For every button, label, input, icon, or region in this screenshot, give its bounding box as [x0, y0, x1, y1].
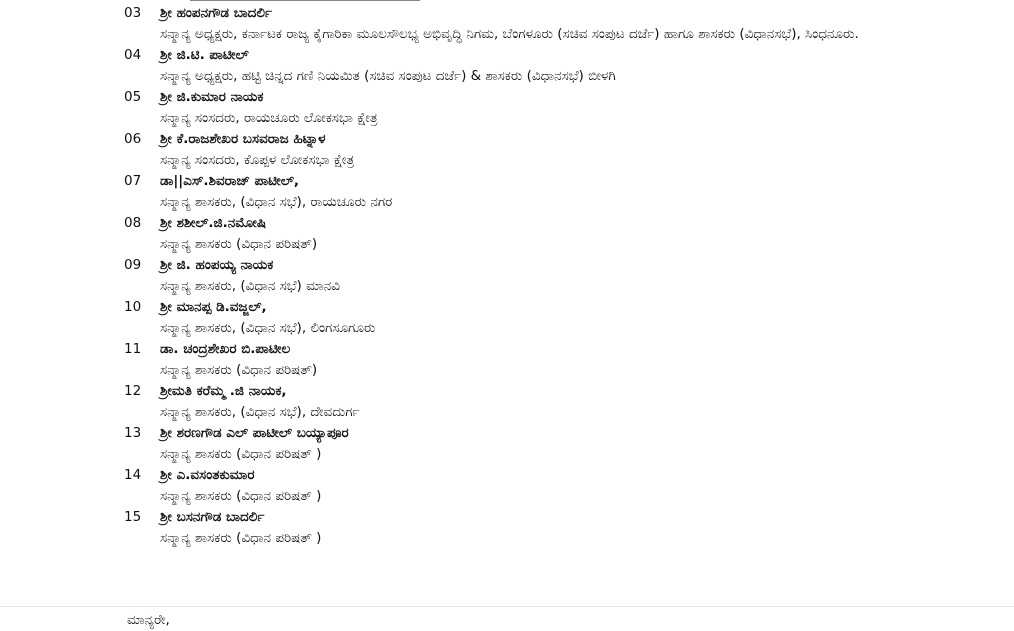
list-item [124, 45, 984, 87]
list-item [124, 465, 984, 507]
item-designation: ಸನ್ಮಾನ್ಯ ಶಾಸಕರು, (ವಿಧಾನ ಸಭೆ), ಲಿಂಗಸೂಗೂರು [160, 320, 376, 336]
item-name: ಶ್ರೀ ಹಂಪನಗೌಡ ಬಾದರ್ಲಿ [160, 5, 272, 21]
item-designation: ಸನ್ಮಾನ್ಯ ಶಾಸಕರು (ವಿಧಾನ ಪರಿಷತ್ ) [160, 530, 322, 546]
item-designation: ಸನ್ಮಾನ್ಯ ಶಾಸಕರು (ವಿಧಾನ ಪರಿಷತ್) [160, 362, 318, 378]
item-content [160, 171, 984, 213]
item-number: 05 [124, 89, 142, 105]
list-item [124, 339, 984, 381]
list-item [124, 381, 984, 423]
item-content [160, 507, 984, 549]
list-item [124, 507, 984, 549]
item-content [160, 339, 984, 381]
item-name: ಡಾ||ಎಸ್.ಶಿವರಾಜ್ ಪಾಟೀಲ್, [160, 173, 300, 189]
item-number: 08 [124, 215, 142, 231]
salutation: ಮಾನ್ಯರೇ, [127, 612, 170, 628]
item-number: 14 [124, 467, 142, 483]
item-name: ಶ್ರೀ ಬಸನಗೌಡ ಬಾದರ್ಲಿ [160, 509, 265, 525]
list-item [124, 423, 984, 465]
item-name: ಶ್ರೀ ಶಶೀಲ್.ಜಿ.ನಮೋಷಿ [160, 215, 267, 231]
item-content [160, 255, 984, 297]
item-name: ಶ್ರೀ ಶರಣಗೌಡ ಎಲ್ ಪಾಟೀಲ್ ಬಯ್ಯಾಪೂರ [160, 425, 349, 441]
item-number: 04 [124, 47, 142, 63]
list-item [124, 297, 984, 339]
item-content [160, 129, 984, 171]
item-designation: ಸನ್ಮಾನ್ಯ ಶಾಸಕರು, (ವಿಧಾನ ಸಭೆ), ದೇವದುರ್ಗ [160, 404, 360, 420]
item-content [160, 213, 984, 255]
item-designation: ಸನ್ಮಾನ್ಯ ಶಾಸಕರು, (ವಿಧಾನ ಸಭೆ) ಮಾನವಿ [160, 278, 340, 294]
item-designation: ಸನ್ಮಾನ್ಯ ಅಧ್ಯಕ್ಷರು, ಹಟ್ಟಿ ಚಿನ್ನದ ಗಣಿ ನಿಯಮಿತ (ಸಚಿವ ಸಂಪುಟ ದರ್ಜೆ) & ಶಾಸಕರು (ವಿಧಾನಸಭೆ) ಬೀಳಗಿ [160, 68, 616, 84]
item-content [160, 465, 984, 507]
item-number: 06 [124, 131, 142, 147]
list-item [124, 87, 984, 129]
item-designation: ಸನ್ಮಾನ್ಯ ಸಂಸದರು, ರಾಯಚೂರು ಲೋಕಸಭಾ ಕ್ಷೇತ್ರ [160, 110, 378, 126]
list-item [124, 255, 984, 297]
item-name: ಶ್ರೀ ಕೆ.ರಾಜಶೇಖರ ಬಸವರಾಜ ಹಿಟ್ನಾಳ [160, 131, 326, 147]
item-content [160, 45, 984, 87]
item-designation: ಸನ್ಮಾನ್ಯ ಶಾಸಕರು (ವಿಧಾನ ಪರಿಷತ್ ) [160, 488, 322, 504]
item-name: ಶ್ರೀ ಜಿ.ಟಿ. ಪಾಟೀಲ್ [160, 47, 249, 63]
item-designation: ಸನ್ಮಾನ್ಯ ಶಾಸಕರು (ವಿಧಾನ ಪರಿಷತ್ ) [160, 446, 322, 462]
item-number: 11 [124, 341, 142, 357]
invitee-list [124, 3, 984, 549]
item-content [160, 3, 984, 45]
item-number: 10 [124, 299, 142, 315]
item-name: ಶ್ರೀ ಎ.ವಸಂತಕುಮಾರ [160, 467, 255, 483]
item-content [160, 297, 984, 339]
list-item [124, 3, 984, 45]
item-designation: ಸನ್ಮಾನ್ಯ ಅಧ್ಯಕ್ಷರು, ಕರ್ನಾಟಕ ರಾಜ್ಯ ಕೈಗಾರಿಕಾ ಮೂಲಸೌಲಭ್ಯ ಅಭಿವೃದ್ಧಿ ನಿಗಮ, ಬೆಂಗಳೂರು (ಸಚಿವ ಸಂಪುಟ ದರ್ಜೆ) ಹಾಗೂ ಶಾಸಕರು (ವಿಧಾನಸಭೆ), ಸಿಂಧನೂರು. [160, 26, 859, 42]
item-name: ಶ್ರೀಮತಿ ಕರೆಮ್ಮ .ಜಿ ನಾಯಕ, [160, 383, 287, 399]
item-number: 12 [124, 383, 142, 399]
item-number: 09 [124, 257, 142, 273]
item-number: 15 [124, 509, 142, 525]
item-designation: ಸನ್ಮಾನ್ಯ ಶಾಸಕರು (ವಿಧಾನ ಪರಿಷತ್) [160, 236, 318, 252]
list-item [124, 171, 984, 213]
item-designation: ಸನ್ಮಾನ್ಯ ಸಂಸದರು, ಕೊಪ್ಪಳ ಲೋಕಸಭಾ ಕ್ಷೇತ್ರ [160, 152, 355, 168]
cropped-text-fragment [190, 0, 420, 1]
item-name: ಡಾ. ಚಂದ್ರಶೇಖರ ಬಿ.ಪಾಟೀಲ [160, 341, 291, 357]
item-number: 13 [124, 425, 142, 441]
item-designation: ಸನ್ಮಾನ್ಯ ಶಾಸಕರು, (ವಿಧಾನ ಸಭೆ), ರಾಯಚೂರು ನಗರ [160, 194, 393, 210]
item-number: 07 [124, 173, 142, 189]
item-name: ಶ್ರೀ ಜಿ.ಕುಮಾರ ನಾಯಕ [160, 89, 264, 105]
item-content [160, 381, 984, 423]
item-number: 03 [124, 5, 142, 21]
list-item [124, 129, 984, 171]
item-content [160, 423, 984, 465]
item-name: ಶ್ರೀ ಮಾನಪ್ಪ ಡಿ.ವಜ್ಜಲ್, [160, 299, 267, 315]
item-content [160, 87, 984, 129]
item-name: ಶ್ರೀ ಜಿ. ಹಂಪಯ್ಯ ನಾಯಕ [160, 257, 274, 273]
page-divider [0, 606, 1014, 607]
list-item [124, 213, 984, 255]
